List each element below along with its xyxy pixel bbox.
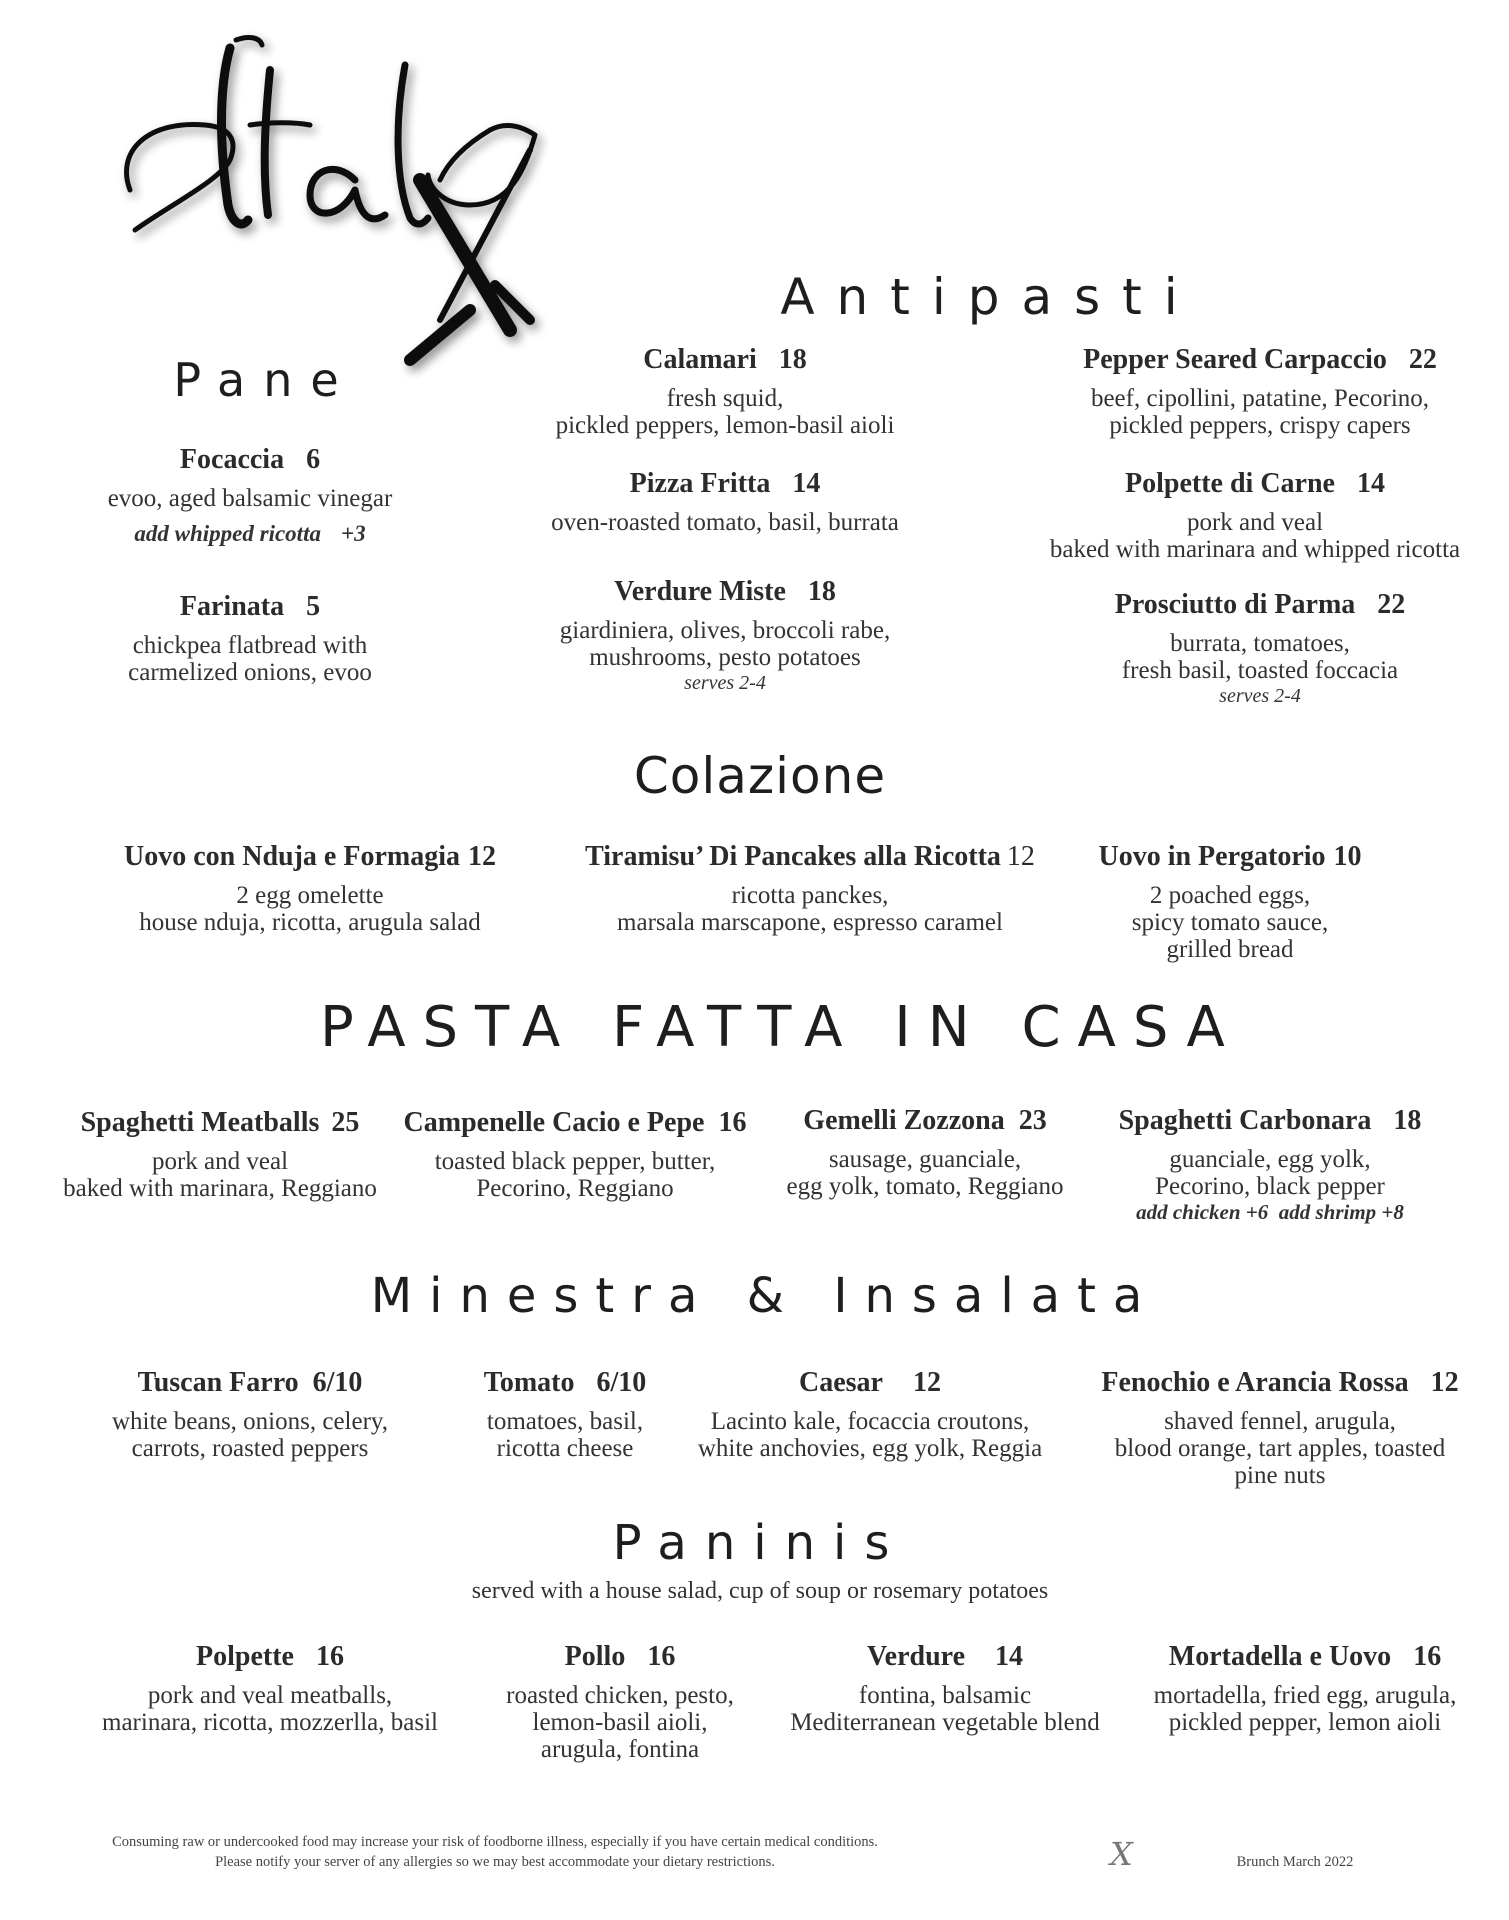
item-serves-note: serves 2-4 — [1219, 685, 1301, 707]
menu-item-verdure — [760, 1640, 1130, 1736]
item-price: 18 — [807, 576, 836, 607]
menu-item-spaghetti-meatballs — [45, 1106, 395, 1202]
item-description: shaved fennel, arugula, blood orange, tart apples, toasted pine nuts — [1114, 1408, 1446, 1489]
item-serves-note: serves 2-4 — [684, 672, 766, 694]
item-name: Caesar — [799, 1367, 883, 1398]
item-price: 12 — [912, 1367, 941, 1398]
item-price: 14 — [995, 1641, 1023, 1672]
item-description: evoo, aged balsamic vinegar — [107, 485, 393, 512]
item-description: sausage, guanciale, egg yolk, tomato, Reggiano — [786, 1146, 1064, 1200]
item-price: 16 — [718, 1107, 747, 1138]
item-description: beef, cipollini, patatine, Pecorino, pickled peppers, crispy capers — [1090, 385, 1430, 439]
item-price: 14 — [792, 468, 821, 499]
item-price: 25 — [331, 1107, 360, 1138]
item-description: oven-roasted tomato, basil, burrata — [551, 509, 899, 536]
paninis-subtitle: served with a house salad, cup of soup or rosemary potatoes — [471, 1578, 1049, 1604]
item-price: 22 — [1408, 344, 1437, 375]
item-description: guanciale, egg yolk, Pecorino, black pepper — [1155, 1146, 1385, 1200]
item-price: 23 — [1018, 1105, 1047, 1136]
item-description: mortadella, fried egg, arugula, pickled pepper, lemon aioli — [1153, 1682, 1457, 1736]
item-price: 12 — [467, 841, 496, 872]
item-price: 16 — [315, 1641, 344, 1672]
item-description: pork and veal baked with marinara and whipped ricotta — [1049, 509, 1461, 563]
item-name: Farinata — [179, 591, 285, 622]
item-price: 6 — [306, 444, 321, 475]
menu-item-verdure-miste — [510, 575, 940, 695]
item-price: 14 — [1356, 468, 1385, 499]
item-description: roasted chicken, pesto, lemon-basil aioli, arugula, fontina — [506, 1682, 734, 1763]
item-description: fresh squid, pickled peppers, lemon-basil aioli — [555, 385, 895, 439]
item-description: tomatoes, basil, ricotta cheese — [486, 1408, 644, 1462]
item-name: Pepper Seared Carpaccio — [1083, 344, 1387, 375]
menu-item-tuscan-farro — [70, 1366, 430, 1462]
menu-item-polpette — [60, 1640, 480, 1736]
item-price: 12 — [1006, 841, 1035, 872]
item-name: Verdure — [867, 1641, 965, 1672]
menu-item-gemelli-zozzona — [765, 1104, 1085, 1200]
item-price: 6/10 — [596, 1367, 647, 1398]
menu-item-prosciutto-di-parma — [1030, 588, 1490, 708]
item-name: Spaghetti Carbonara — [1118, 1105, 1372, 1136]
section-title-colazione: Colazione — [633, 747, 887, 805]
item-price: 16 — [1413, 1641, 1442, 1672]
section-title-paninis: Paninis — [612, 1515, 908, 1571]
item-name: Polpette di Carne — [1125, 468, 1335, 499]
menu-item-pizza-fritta — [510, 467, 940, 536]
item-price: 6/10 — [312, 1367, 363, 1398]
menu-item-spaghetti-carbonara — [1100, 1104, 1440, 1224]
allergy-disclaimer: Consuming raw or undercooked food may increase your risk of foodborne illness, especially if you have certain medical conditions. Please notify your server of any allergies so we may best accommodate your dietary restrictions. — [112, 1834, 878, 1870]
item-name: Pizza Fritta — [629, 468, 771, 499]
menu-item-uovo-in-pergatorio — [1080, 840, 1380, 963]
item-name: Tuscan Farro — [137, 1367, 299, 1398]
item-name: Focaccia — [179, 444, 285, 475]
item-name: Mortadella e Uovo — [1168, 1641, 1392, 1672]
menu-item-polpette-di-carne — [1020, 467, 1490, 563]
menu-item-caesar — [670, 1366, 1070, 1462]
item-name: Verdure Miste — [614, 576, 786, 607]
menu-item-fenochio-e-arancia-rossa — [1080, 1366, 1480, 1489]
item-name: Pollo — [564, 1641, 626, 1672]
section-title-pasta: PASTA FATTA IN CASA — [320, 995, 1242, 1060]
item-price: 18 — [778, 344, 807, 375]
menu-item-calamari — [510, 343, 940, 439]
menu-item-mortadella-e-uovo — [1130, 1640, 1480, 1736]
menu-item-tiramisu-pancakes — [560, 840, 1060, 936]
menu-date: Brunch March 2022 — [1236, 1854, 1354, 1870]
item-description: white beans, onions, celery, carrots, roasted peppers — [111, 1408, 389, 1462]
item-name: Calamari — [643, 344, 757, 375]
item-name: Uovo con Nduja e Formagia — [124, 841, 460, 872]
item-addon-note: add whipped ricotta +3 — [134, 521, 366, 546]
menu-item-pollo — [480, 1640, 760, 1763]
item-description: Lacinto kale, focaccia croutons, white anchovies, egg yolk, Reggia — [697, 1408, 1043, 1462]
item-name: Polpette — [196, 1641, 294, 1672]
section-title-pane: Pane — [173, 353, 357, 407]
x-mark-icon: X — [1110, 1835, 1133, 1873]
item-description: toasted black pepper, butter, Pecorino, Reggiano — [434, 1148, 716, 1202]
section-title-minestra: Minestra & Insalata — [370, 1268, 1160, 1324]
item-price: 16 — [647, 1641, 676, 1672]
item-name: Tomato — [483, 1367, 575, 1398]
item-description: giardiniera, olives, broccoli rabe, mushrooms, pesto potatoes — [559, 617, 891, 671]
item-name: Campenelle Cacio e Pepe — [403, 1107, 705, 1138]
menu-item-focaccia — [60, 443, 440, 546]
item-price: 12 — [1430, 1367, 1459, 1398]
item-name: Spaghetti Meatballs — [80, 1107, 320, 1138]
item-description: 2 egg omelette house nduja, ricotta, arugula salad — [139, 882, 481, 936]
menu-item-farinata — [60, 590, 440, 686]
item-name: Gemelli Zozzona — [803, 1105, 1005, 1136]
menu-item-pepper-seared-carpaccio — [1030, 343, 1490, 439]
item-price: 18 — [1393, 1105, 1422, 1136]
item-description: chickpea flatbread with carmelized onions, evoo — [128, 632, 372, 686]
item-price: 5 — [306, 591, 321, 622]
item-name: Uovo in Pergatorio — [1098, 841, 1326, 872]
italx-logo — [110, 30, 580, 390]
section-title-antipasti: Antipasti — [780, 268, 1200, 326]
item-addon-note: add chicken +6 add shrimp +8 — [1136, 1200, 1404, 1224]
item-price: 10 — [1333, 841, 1362, 872]
menu-item-uovo-con-nduja — [100, 840, 520, 936]
item-price: 22 — [1377, 589, 1406, 620]
item-description: pork and veal baked with marinara, Reggiano — [63, 1148, 377, 1202]
item-description: pork and veal meatballs, marinara, ricotta, mozzerlla, basil — [102, 1682, 438, 1736]
item-name: Fenochio e Arancia Rossa — [1101, 1367, 1409, 1398]
menu-item-tomato — [460, 1366, 670, 1462]
item-description: ricotta panckes, marsala marscapone, espresso caramel — [617, 882, 1003, 936]
item-description: burrata, tomatoes, fresh basil, toasted foccacia — [1121, 630, 1399, 684]
menu-item-campenelle-cacio-e-pepe — [390, 1106, 760, 1202]
item-name: Prosciutto di Parma — [1114, 589, 1356, 620]
item-name: Tiramisu’ Di Pancakes alla Ricotta — [585, 841, 1001, 872]
item-description: 2 poached eggs, spicy tomato sauce, grilled bread — [1131, 882, 1329, 963]
item-description: fontina, balsamic Mediterranean vegetable blend — [790, 1682, 1100, 1736]
